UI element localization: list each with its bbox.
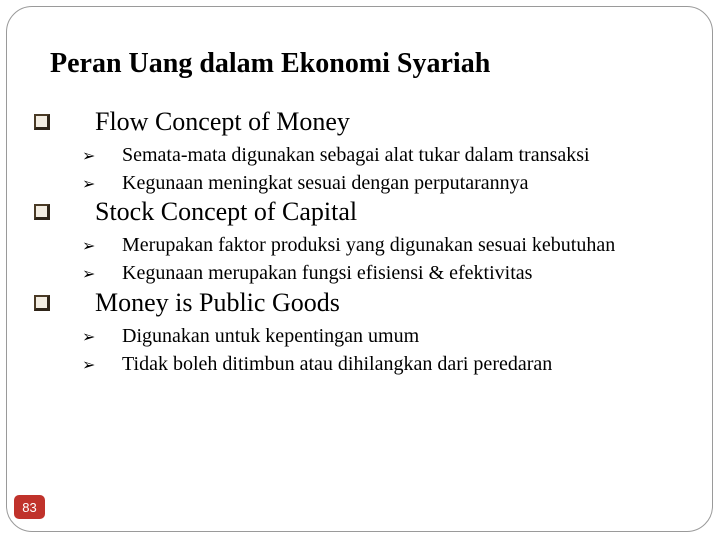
- list-item: [82, 322, 692, 350]
- section-heading: Money is Public Goods: [95, 288, 340, 317]
- point-text: Kegunaan merupakan fungsi efisiensi & efektivitas: [122, 261, 533, 284]
- slide-title: Peran Uang dalam Ekonomi Syariah: [50, 48, 491, 79]
- point-text: Tidak boleh ditimbun atau dihilangkan dari peredaran: [122, 352, 553, 375]
- list-item: [82, 169, 692, 197]
- arrow-bullet-icon: ➢: [82, 263, 96, 283]
- page-number-badge: 83: [14, 495, 45, 519]
- list-item: [82, 231, 692, 259]
- section-flow-concept: [32, 105, 692, 197]
- list-item: [82, 350, 692, 378]
- section-stock-concept: [32, 195, 692, 287]
- point-text: Merupakan faktor produksi yang digunakan sesuai kebutuhan: [122, 233, 616, 256]
- checkbox-bullet-icon: [34, 114, 50, 130]
- arrow-bullet-icon: ➢: [82, 326, 96, 346]
- arrow-bullet-icon: ➢: [82, 173, 96, 193]
- point-text: Digunakan untuk kepentingan umum: [122, 324, 420, 347]
- point-text: Kegunaan meningkat sesuai dengan perputarannya: [122, 171, 529, 194]
- list-item: [82, 259, 692, 287]
- section-heading: Stock Concept of Capital: [95, 197, 358, 226]
- checkbox-bullet-icon: [34, 204, 50, 220]
- arrow-bullet-icon: ➢: [82, 354, 96, 374]
- point-text: Semata-mata digunakan sebagai alat tukar dalam transaksi: [122, 143, 590, 166]
- arrow-bullet-icon: ➢: [82, 235, 96, 255]
- checkbox-bullet-icon: [34, 295, 50, 311]
- section-heading: Flow Concept of Money: [95, 107, 350, 136]
- list-item: [82, 141, 692, 169]
- arrow-bullet-icon: ➢: [82, 145, 96, 165]
- section-public-goods: [32, 286, 692, 378]
